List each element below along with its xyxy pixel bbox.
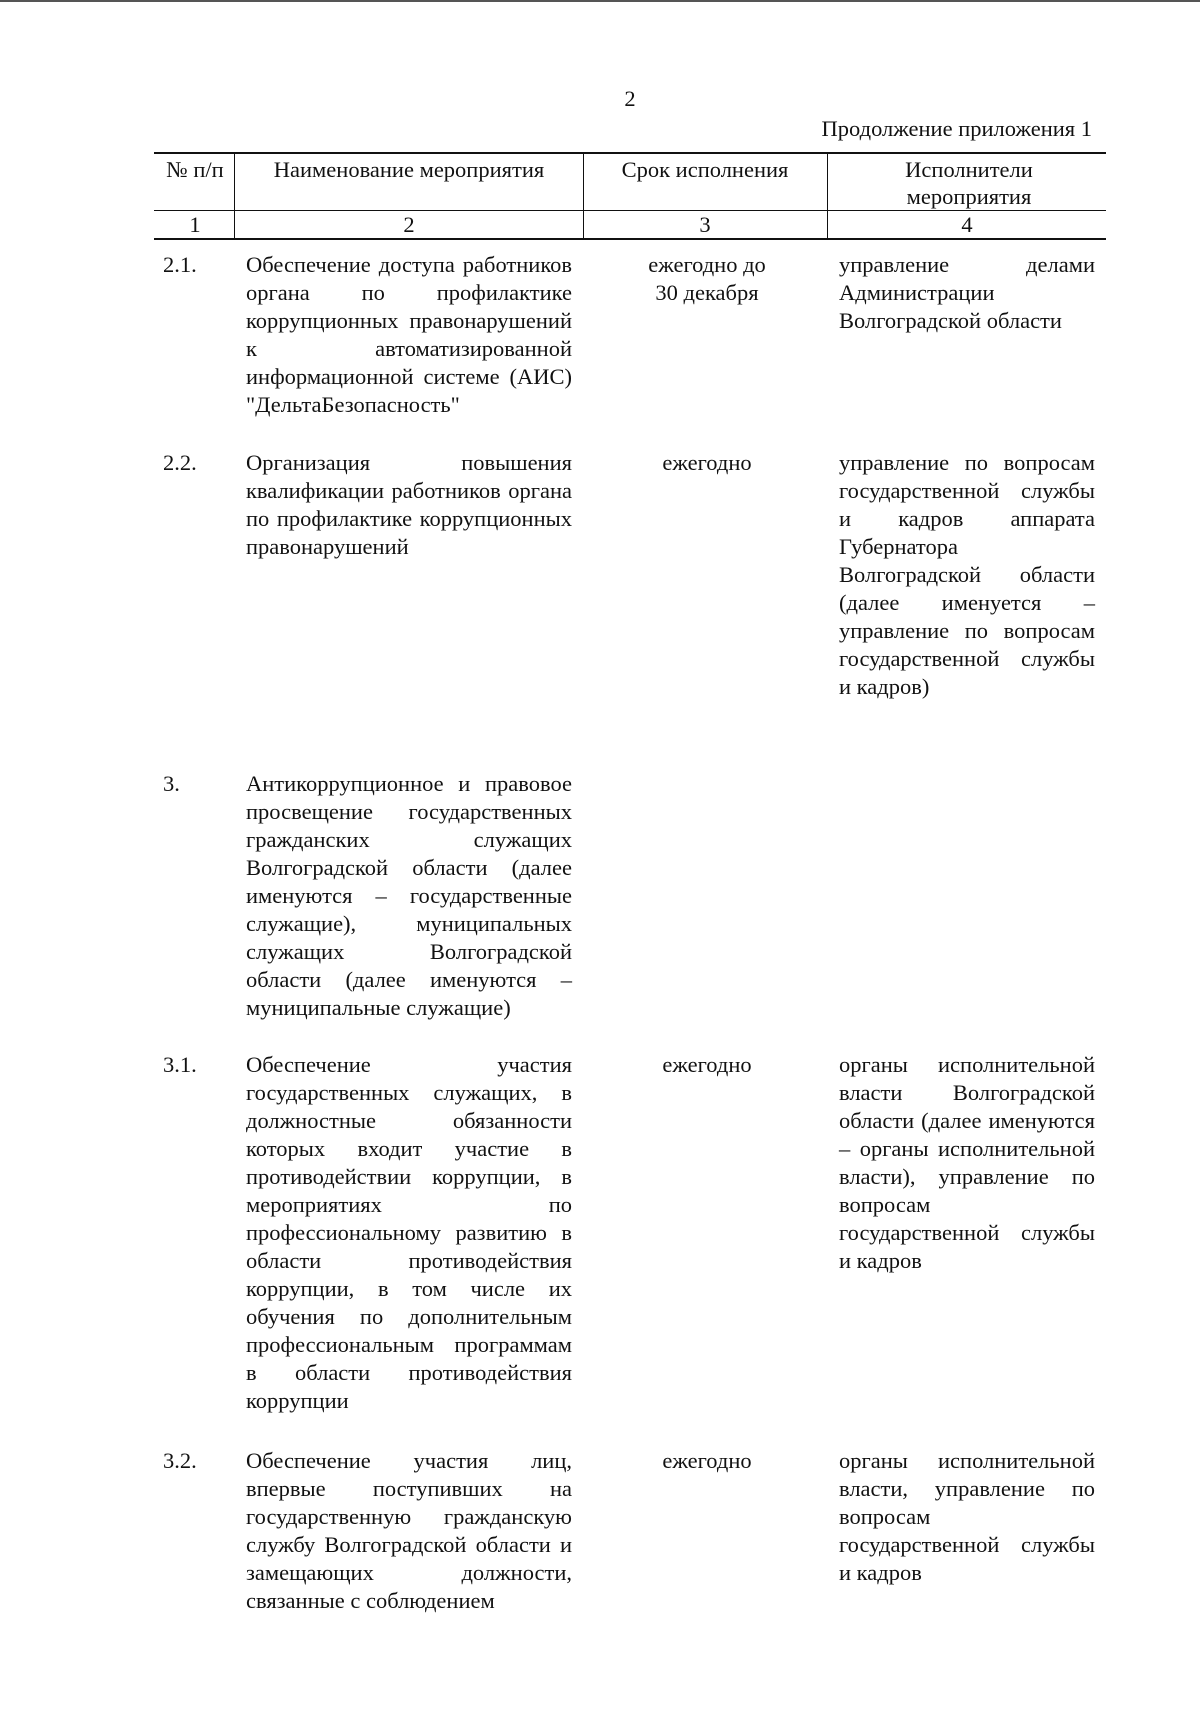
row-name: Организация повышения квалификации работников органа по профилактике коррупционных правонарушений bbox=[246, 450, 572, 559]
row-term: ежегодно до 30 декабря bbox=[648, 252, 766, 305]
appendix-continuation-label: Продолжение приложения 1 bbox=[821, 116, 1092, 141]
header-number: № п/п bbox=[166, 157, 224, 182]
row-term: ежегодно bbox=[662, 1052, 752, 1077]
row-name: Антикоррупционное и правовое просвещение государственных гражданских служащих Волгоградской области (далее именуются – государственные служащие), муниципальных служащих Волгоградской области (далее именуются – муниципальные служащие) bbox=[246, 771, 572, 1020]
column-divider bbox=[583, 153, 584, 240]
row-executors: управление делами Администрации Волгоградской области bbox=[839, 252, 1095, 333]
row-number: 3.2. bbox=[163, 1448, 197, 1473]
row-term: ежегодно bbox=[662, 1448, 752, 1473]
row-name: Обеспечение участия лиц, впервые поступивших на государственную гражданскую службу Волгоградской области и замещающих должности, связанные с соблюдением bbox=[246, 1448, 572, 1613]
page-number: 2 bbox=[624, 86, 636, 111]
row-number: 2.1. bbox=[163, 252, 197, 277]
column-divider bbox=[827, 153, 828, 240]
header-term: Срок исполнения bbox=[621, 157, 789, 182]
column-number-2: 2 bbox=[403, 212, 415, 237]
row-number: 2.2. bbox=[163, 450, 197, 475]
row-name: Обеспечение доступа работников органа по профилактике коррупционных правонарушений к автоматизированной информационной системе (АИС) "ДельтаБезопасность" bbox=[246, 252, 572, 417]
column-number-3: 3 bbox=[699, 212, 711, 237]
column-divider bbox=[234, 153, 235, 240]
column-number-4: 4 bbox=[961, 212, 973, 237]
header-executors: Исполнители мероприятия bbox=[905, 157, 1033, 209]
row-executors: управление по вопросам государственной службы и кадров аппарата Губернатора Волгоградской области (далее именуется – управление по вопросам государственной службы и кадров) bbox=[839, 450, 1095, 699]
page-top-edge bbox=[0, 0, 1200, 2]
row-executors: органы исполнительной власти Волгоградской области (далее именуются – органы исполнительной власти), управление по вопросам государственной службы и кадров bbox=[839, 1052, 1095, 1273]
row-number: 3. bbox=[163, 771, 180, 796]
row-number: 3.1. bbox=[163, 1052, 197, 1077]
row-term: ежегодно bbox=[662, 450, 752, 475]
header-bottom-rule bbox=[154, 238, 1106, 240]
header-name: Наименование мероприятия bbox=[273, 157, 545, 182]
row-executors: органы исполнительной власти, управление по вопросам государственной службы и кадров bbox=[839, 1448, 1095, 1585]
row-name: Обеспечение участия государственных служащих, в должностные обязанности которых входит участие в противодействии коррупции, в мероприятиях по профессиональному развитию в области противодействия коррупции, в том числе их обучения по дополнительным профессиональным программам в области противодействия коррупции bbox=[246, 1052, 572, 1413]
column-number-1: 1 bbox=[189, 212, 201, 237]
header-top-rule bbox=[154, 152, 1106, 154]
